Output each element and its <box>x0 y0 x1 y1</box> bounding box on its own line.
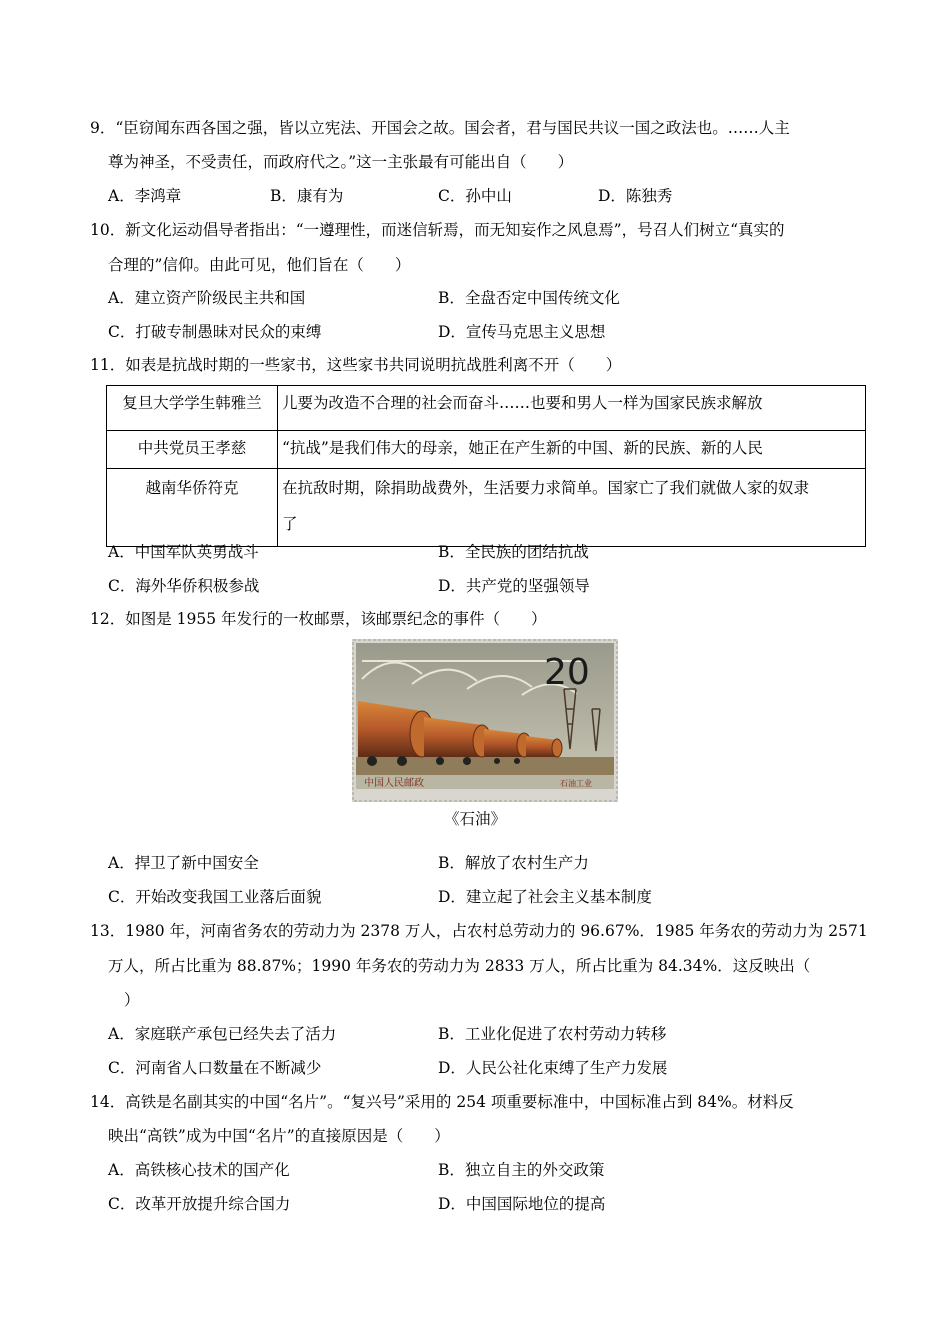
q13-option-c[interactable]: C．河南省人口数量在不断减少 <box>108 1059 322 1077</box>
stamp-caption: 《石油》 <box>443 810 506 828</box>
q14-stem-line2: 映出“高铁”成为中国“名片”的直接原因是（ ） <box>108 1127 450 1145</box>
q9-option-c[interactable]: C．孙中山 <box>438 187 512 205</box>
q12-option-a[interactable]: A．捍卫了新中国安全 <box>108 854 259 872</box>
q10-option-c[interactable]: C．打破专制愚昧对民众的束缚 <box>108 323 322 341</box>
letter-text-line2: 了 <box>282 515 298 533</box>
q12-stem: 12．如图是 1955 年发行的一枚邮票，该邮票纪念的事件（ ） <box>90 610 547 628</box>
q11-option-c[interactable]: C．海外华侨积极参战 <box>108 577 260 595</box>
q9-option-a[interactable]: A．李鸿章 <box>108 187 182 205</box>
q11-option-d[interactable]: D．共产党的坚强领导 <box>438 577 590 595</box>
letter-text: “抗战”是我们伟大的母亲，她正在产生新的中国、新的民族、新的人民 <box>278 431 866 469</box>
q13-stem-line3: ） <box>124 991 140 1009</box>
table-row <box>107 386 866 431</box>
q13-stem-line1: 13．1980 年，河南省务农的劳动力为 2378 万人，占农村总劳动力的 96.67%．1985 年务农的劳动力为 2571 <box>90 922 868 940</box>
q10-stem-line1: 10．新文化运动倡导者指出：“一遵理性，而迷信斩焉，而无知妄作之风息焉”，号召人们树立“真实的 <box>90 221 785 239</box>
letter-text: 儿要为改造不合理的社会而奋斗……也要和男人一样为国家民族求解放 <box>278 386 866 431</box>
q13-option-b[interactable]: B．工业化促进了农村劳动力转移 <box>438 1025 667 1043</box>
q10-option-d[interactable]: D．宣传马克思主义思想 <box>438 323 606 341</box>
q9-option-b[interactable]: B．康有为 <box>270 187 344 205</box>
q12-option-b[interactable]: B．解放了农村生产力 <box>438 854 589 872</box>
q9-stem-line1: 9．“臣窃闻东西各国之强，皆以立宪法、开国会之故。国会者，君与国民共议一国之政法也。……人主 <box>90 119 790 137</box>
letter-writer: 越南华侨符克 <box>107 469 278 547</box>
stamp-country-text: 中国人民邮政 <box>364 778 424 789</box>
letter-writer: 复旦大学学生韩雅兰 <box>107 386 278 431</box>
q13-option-a[interactable]: A．家庭联产承包已经失去了活力 <box>108 1025 337 1043</box>
q9-option-d[interactable]: D．陈独秀 <box>598 187 673 205</box>
q11-option-b[interactable]: B．全民族的团结抗战 <box>438 543 589 561</box>
q14-option-a[interactable]: A．高铁核心技术的国产化 <box>108 1161 290 1179</box>
q12-option-c[interactable]: C．开始改变我国工业落后面貌 <box>108 888 322 906</box>
q11-option-a[interactable]: A．中国军队英勇战斗 <box>108 543 259 561</box>
q14-option-b[interactable]: B．独立自主的外交政策 <box>438 1161 605 1179</box>
q14-stem-line1: 14．高铁是名副其实的中国“名片”。“复兴号”采用的 254 项重要标准中，中国标准占到 84%。材料反 <box>90 1093 794 1111</box>
q10-option-b[interactable]: B．全盘否定中国传统文化 <box>438 289 620 307</box>
q13-option-d[interactable]: D．人民公社化束缚了生产力发展 <box>438 1059 668 1077</box>
q10-stem-line2: 合理的”信仰。由此可见，他们旨在（ ） <box>108 256 411 274</box>
q10-option-a[interactable]: A．建立资产阶级民主共和国 <box>108 289 306 307</box>
q12-option-d[interactable]: D．建立起了社会主义基本制度 <box>438 888 652 906</box>
letter-text <box>278 469 866 547</box>
table-row <box>107 469 866 547</box>
q14-option-c[interactable]: C．改革开放提升综合国力 <box>108 1195 291 1213</box>
letter-writer: 中共党员王孝慈 <box>107 431 278 469</box>
q14-option-d[interactable]: D．中国国际地位的提高 <box>438 1195 606 1213</box>
stamp-series-text: 石油工业 <box>560 779 592 788</box>
family-letters-table <box>106 385 866 547</box>
q11-stem: 11．如表是抗战时期的一些家书，这些家书共同说明抗战胜利离不开（ ） <box>90 356 622 374</box>
q13-stem-line2: 万人，所占比重为 88.87%；1990 年务农的劳动力为 2833 万人，所占比重为 84.34%．这反映出（ <box>108 957 811 975</box>
stamp-value: 20 <box>544 652 590 693</box>
table-row <box>107 431 866 469</box>
q9-stem-line2: 尊为神圣，不受责任，而政府代之。”这一主张最有可能出自（ ） <box>108 153 574 171</box>
letter-text-line1: 在抗敌时期，除捐助战费外，生活要力求简单。国家亡了我们就做人家的奴隶 <box>282 479 810 497</box>
petroleum-stamp-image <box>352 639 618 802</box>
